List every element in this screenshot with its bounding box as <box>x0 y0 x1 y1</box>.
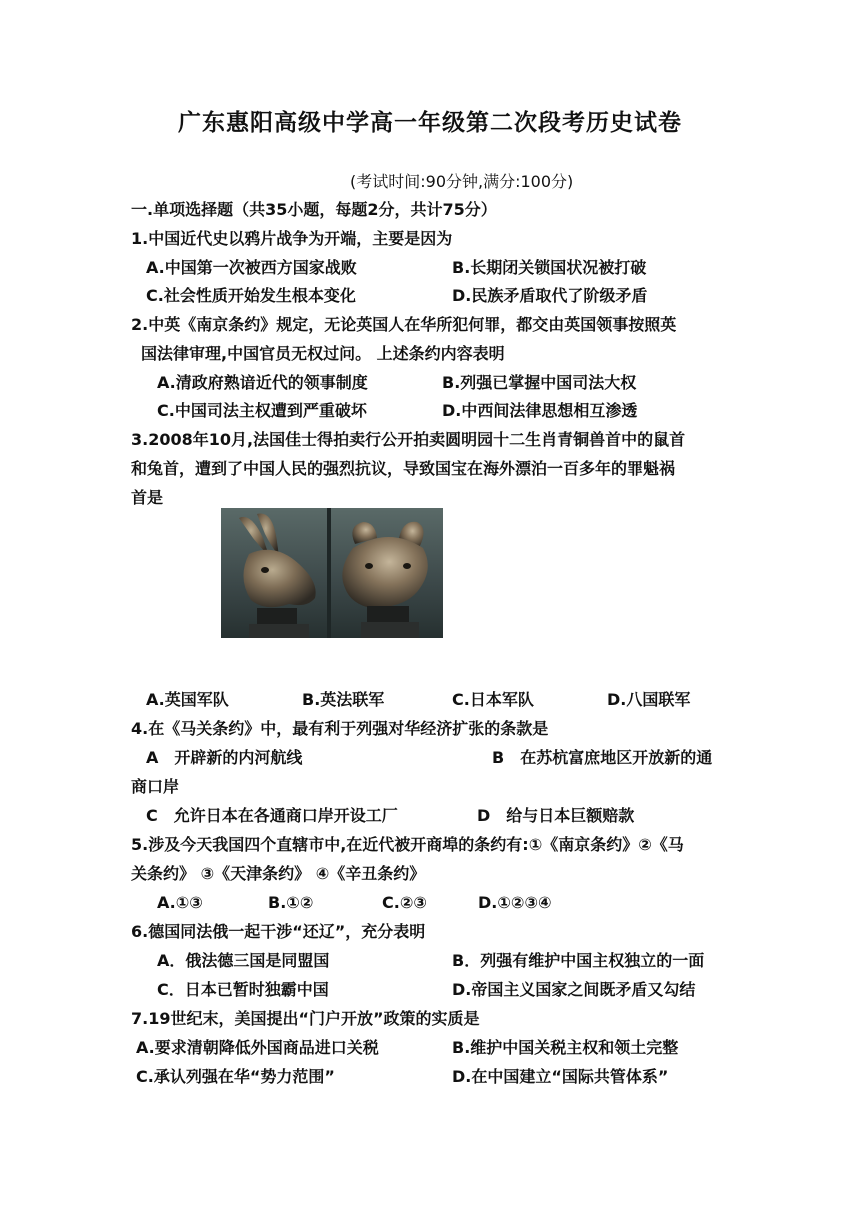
question-5-stem-line2: 关条约》 ③《天津条约》 ④《辛丑条约》 <box>131 864 426 883</box>
question-7-option-d: D.在中国建立“国际共管体系” <box>452 1067 669 1086</box>
question-4-option-a: A 开辟新的内河航线 <box>146 748 303 767</box>
question-2-stem-line2: 国法律审理,中国官员无权过问。 上述条约内容表明 <box>141 344 505 363</box>
question-3-option-d: D.八国联军 <box>607 690 691 709</box>
question-4-option-b: B 在苏杭富庶地区开放新的通 <box>492 748 713 767</box>
question-6-option-d: D.帝国主义国家之间既矛盾又勾结 <box>452 980 696 999</box>
question-6-option-b: B．列强有维护中国主权独立的一面 <box>452 951 705 970</box>
rabbit-and-rat-heads-image <box>221 508 443 638</box>
question-4-option-d: D 给与日本巨额赔款 <box>477 806 635 825</box>
question-5-option-d: D.①②③④ <box>478 893 552 912</box>
page-title: 广东惠阳高级中学高一年级第二次段考历史试卷 <box>178 110 682 136</box>
question-5-option-b: B.①② <box>268 893 314 912</box>
question-7-option-a: A.要求清朝降低外国商品进口关税 <box>136 1038 379 1057</box>
question-3-stem-line3: 首是 <box>131 488 164 507</box>
question-2-option-c: C.中国司法主权遭到严重破坏 <box>157 401 367 420</box>
question-1-option-a: A.中国第一次被西方国家战败 <box>146 258 357 277</box>
question-6-option-c: C．日本已暂时独霸中国 <box>157 980 329 999</box>
question-3-option-c: C.日本军队 <box>452 690 534 709</box>
question-4-stem: 4.在《马关条约》中，最有利于列强对华经济扩张的条款是 <box>131 719 549 738</box>
question-1-stem: 1.中国近代史以鸦片战争为开端，主要是因为 <box>131 229 453 248</box>
question-5-option-c: C.②③ <box>382 893 427 912</box>
question-1-option-c: C.社会性质开始发生根本变化 <box>146 286 356 305</box>
question-1-option-b: B.长期闭关锁国状况被打破 <box>452 258 647 277</box>
question-2-stem-line1: 2.中英《南京条约》规定，无论英国人在华所犯何罪，都交由英国领事按照英 <box>131 315 677 334</box>
bronze-heads-photo <box>221 508 443 638</box>
rat-head <box>342 522 427 638</box>
question-6-option-a: A．俄法德三国是同盟国 <box>157 951 330 970</box>
question-4-option-c: C 允许日本在各通商口岸开设工厂 <box>146 806 398 825</box>
question-2-option-b: B.列强已掌握中国司法大权 <box>442 373 637 392</box>
question-5-stem-line1: 5.涉及今天我国四个直辖市中,在近代被开商埠的条约有:①《南京条约》②《马 <box>131 835 684 854</box>
question-3-stem-line1: 3.2008年10月,法国佳士得拍卖行公开拍卖圆明园十二生肖青铜兽首中的鼠首 <box>131 430 686 449</box>
rabbit-head <box>239 514 316 638</box>
question-6-stem: 6.德国同法俄一起干涉“还辽”，充分表明 <box>131 922 426 941</box>
section-heading: 一.单项选择题（共35小题，每题2分，共计75分） <box>131 200 497 219</box>
question-1-option-d: D.民族矛盾取代了阶级矛盾 <box>452 286 648 305</box>
question-3-option-b: B.英法联军 <box>302 690 385 709</box>
question-7-stem: 7.19世纪末，美国提出“门户开放”政策的实质是 <box>131 1009 480 1028</box>
question-2-option-d: D.中西间法律思想相互渗透 <box>442 401 638 420</box>
question-3-stem-line2: 和兔首，遭到了中国人民的强烈抗议，导致国宝在海外漂泊一百多年的罪魁祸 <box>131 459 676 478</box>
question-2-option-a: A.清政府熟谙近代的领事制度 <box>157 373 368 392</box>
exam-info: (考试时间:90分钟,满分:100分) <box>350 172 574 191</box>
question-7-option-c: C.承认列强在华“势力范围” <box>136 1067 335 1086</box>
question-7-option-b: B.维护中国关税主权和领土完整 <box>452 1038 679 1057</box>
question-3-option-a: A.英国军队 <box>146 690 229 709</box>
question-5-option-a: A.①③ <box>157 893 203 912</box>
question-4-option-b-continued: 商口岸 <box>131 777 180 796</box>
